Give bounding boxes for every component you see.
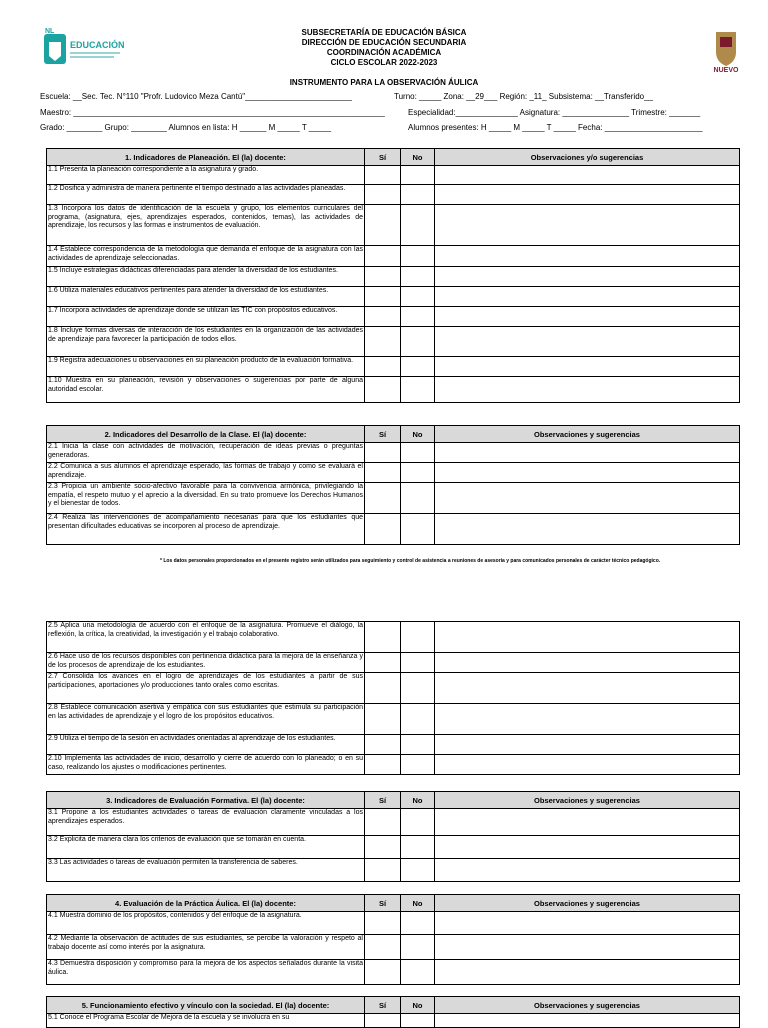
- section-2-table: [46, 425, 740, 545]
- indicator-row: [47, 267, 740, 287]
- col-observations: Observaciones y/o sugerencias: [435, 149, 740, 166]
- observations-cell[interactable]: [435, 1014, 740, 1028]
- checkbox-si-cell[interactable]: [365, 166, 401, 185]
- indicator-row: [47, 653, 740, 673]
- checkbox-si-cell[interactable]: [365, 809, 401, 836]
- col-si: Sí: [365, 895, 401, 912]
- indicator-text: 3.2 Explicita de manera clara los criterios de evaluación que se tomarán en cuenta.: [47, 836, 365, 859]
- checkbox-si-cell[interactable]: [365, 327, 401, 357]
- section-3-table: [46, 791, 740, 882]
- checkbox-si-cell[interactable]: [365, 1014, 401, 1028]
- checkbox-si-cell[interactable]: [365, 483, 401, 514]
- checkbox-si-cell[interactable]: [365, 514, 401, 545]
- indicator-text: 1.10 Muestra en su planeación, revisión y observaciones o sugerencias por parte de alguna autoridad escolar.: [47, 377, 365, 403]
- indicator-text: 5.1 Conoce el Programa Escolar de Mejora de la escuela y se involucra en su: [47, 1014, 365, 1028]
- indicator-row: [47, 673, 740, 704]
- header-line-4: CICLO ESCOLAR 2022-2023: [330, 58, 438, 67]
- checkbox-si-cell[interactable]: [365, 960, 401, 985]
- checkbox-si-cell[interactable]: [365, 622, 401, 653]
- field-present-date[interactable]: Alumnos presentes: H _____ M _____ T _____ Fecha: ______________________: [408, 123, 703, 132]
- checkbox-si-cell[interactable]: [365, 912, 401, 935]
- observations-cell[interactable]: [435, 267, 740, 287]
- col-no: No: [401, 997, 435, 1014]
- indicator-text: 1.1 Presenta la planeación correspondiente a la asignatura y grado.: [47, 166, 365, 185]
- indicator-row: [47, 912, 740, 935]
- indicator-text: 3.3 Las actividades o tareas de evaluación permiten la transferencia de saberes.: [47, 859, 365, 882]
- indicator-text: 1.7 Incorpora actividades de aprendizaje donde se utilizan las TIC con propósitos educativos.: [47, 307, 365, 327]
- logo-prefix: NL: [45, 28, 55, 35]
- indicator-row: [47, 185, 740, 205]
- section-4-table: [46, 894, 740, 985]
- section-title: 1. Indicadores de Planeación. El (la) docente:: [47, 149, 365, 166]
- indicator-text: 4.1 Muestra dominio de los propósitos, contenidos y del enfoque de la asignatura.: [47, 912, 365, 935]
- checkbox-no-cell[interactable]: [401, 246, 435, 267]
- checkbox-no-cell[interactable]: [401, 673, 435, 704]
- col-observations: Observaciones y sugerencias: [435, 997, 740, 1014]
- col-observations: Observaciones y sugerencias: [435, 792, 740, 809]
- observations-cell[interactable]: [435, 514, 740, 545]
- observations-cell[interactable]: [435, 673, 740, 704]
- indicator-row: [47, 246, 740, 267]
- observations-cell[interactable]: [435, 809, 740, 836]
- indicator-row: [47, 463, 740, 483]
- checkbox-si-cell[interactable]: [365, 443, 401, 463]
- indicator-row: [47, 859, 740, 882]
- observations-cell[interactable]: [435, 307, 740, 327]
- checkbox-no-cell[interactable]: [401, 463, 435, 483]
- observations-cell[interactable]: [435, 755, 740, 775]
- checkbox-no-cell[interactable]: [401, 935, 435, 960]
- indicator-text: 2.3 Propicia un ambiente socio-afectivo favorable para la convivencia armónica, privilegiando la empatía, el respeto mutuo y el aprecio a la diversidad. En su trato promueve los Derechos Humanos y el bienestar de todos.: [47, 483, 365, 514]
- col-no: No: [401, 895, 435, 912]
- checkbox-no-cell[interactable]: [401, 859, 435, 882]
- instrument-title: INSTRUMENTO PARA LA OBSERVACIÓN ÁULICA: [289, 78, 479, 87]
- indicator-text: 4.2 Mediante la observación de actitudes de sus estudiantes, se percibe la valoración y respeto al trabajo docente así como interés por la asignatura.: [47, 935, 365, 960]
- col-observations: Observaciones y sugerencias: [435, 426, 740, 443]
- indicator-row: [47, 755, 740, 775]
- indicator-row: [47, 514, 740, 545]
- observations-cell[interactable]: [435, 960, 740, 985]
- indicator-row: [47, 704, 740, 735]
- observations-cell[interactable]: [435, 205, 740, 246]
- checkbox-si-cell[interactable]: [365, 246, 401, 267]
- checkbox-si-cell[interactable]: [365, 836, 401, 859]
- indicator-row: [47, 1014, 740, 1028]
- checkbox-si-cell[interactable]: [365, 935, 401, 960]
- observations-cell[interactable]: [435, 912, 740, 935]
- section-title: 5. Funcionamiento efectivo y vínculo con la sociedad. El (la) docente:: [47, 997, 365, 1014]
- section-title: 2. Indicadores del Desarrollo de la Clase. El (la) docente:: [47, 426, 365, 443]
- col-si: Sí: [365, 149, 401, 166]
- indicator-row: [47, 205, 740, 246]
- indicator-text: 2.1 Inicia la clase con actividades de motivación, recuperación de ideas previas o preguntas generadoras.: [47, 443, 365, 463]
- indicator-row: [47, 287, 740, 307]
- header-line-2: DIRECCIÓN DE EDUCACIÓN SECUNDARIA: [301, 38, 467, 47]
- indicator-text: 3.1 Propone a los estudiantes actividades o tareas de evaluación claramente vinculadas a los aprendizajes esperados.: [47, 809, 365, 836]
- indicator-row: [47, 735, 740, 755]
- observations-cell[interactable]: [435, 327, 740, 357]
- indicator-row: [47, 166, 740, 185]
- field-shift-zone[interactable]: Turno: _____ Zona: __29___ Región: _11_ Subsistema: __Transferido__: [394, 92, 653, 101]
- checkbox-no-cell[interactable]: [401, 912, 435, 935]
- header-line-3: COORDINACIÓN ACADÉMICA: [326, 48, 442, 57]
- checkbox-si-cell[interactable]: [365, 653, 401, 673]
- indicator-text: 4.3 Demuestra disposición y compromiso para la mejora de los aspectos señalados durante la visita áulica.: [47, 960, 365, 985]
- observations-cell[interactable]: [435, 836, 740, 859]
- checkbox-no-cell[interactable]: [401, 735, 435, 755]
- observations-cell[interactable]: [435, 357, 740, 377]
- checkbox-no-cell[interactable]: [401, 166, 435, 185]
- logo-right-text: NUEVO: [713, 67, 739, 74]
- checkbox-no-cell[interactable]: [401, 809, 435, 836]
- observations-cell[interactable]: [435, 622, 740, 653]
- checkbox-si-cell[interactable]: [365, 185, 401, 205]
- checkbox-no-cell[interactable]: [401, 185, 435, 205]
- indicator-text: 1.3 Incorpora los datos de identificación de la escuela y grupo, los elementos curriculares del programa, (asignatura, ejes, aprendizajes esperados, contenidos, temas), las actividades de aprendizaje, los recursos y las formas e instrumentos de evaluación.: [47, 205, 365, 246]
- checkbox-no-cell[interactable]: [401, 205, 435, 246]
- checkbox-no-cell[interactable]: [401, 443, 435, 463]
- checkbox-no-cell[interactable]: [401, 287, 435, 307]
- checkbox-si-cell[interactable]: [365, 859, 401, 882]
- checkbox-no-cell[interactable]: [401, 653, 435, 673]
- section-2-continued-table: [46, 621, 740, 775]
- checkbox-no-cell[interactable]: [401, 483, 435, 514]
- checkbox-no-cell[interactable]: [401, 514, 435, 545]
- indicator-text: 1.9 Registra adecuaciones u observaciones en su planeación producto de la evaluación formativa.: [47, 357, 365, 377]
- field-specialty[interactable]: Especialidad:______________ Asignatura: _______________ Trimestre: _______: [408, 108, 701, 117]
- indicator-row: [47, 935, 740, 960]
- observations-cell[interactable]: [435, 377, 740, 403]
- checkbox-si-cell[interactable]: [365, 267, 401, 287]
- observations-cell[interactable]: [435, 443, 740, 463]
- observations-cell[interactable]: [435, 935, 740, 960]
- indicator-text: 1.4 Establece correspondencia de la metodología que demanda el enfoque de la asignatura con las actividades de aprendizaje seleccionadas.: [47, 246, 365, 267]
- checkbox-si-cell[interactable]: [365, 287, 401, 307]
- checkbox-no-cell[interactable]: [401, 622, 435, 653]
- indicator-row: [47, 327, 740, 357]
- indicator-row: [47, 443, 740, 463]
- col-no: No: [401, 792, 435, 809]
- observations-cell[interactable]: [435, 859, 740, 882]
- field-teacher[interactable]: Maestro: ______________________________________________________________________: [40, 108, 385, 117]
- field-grade-group[interactable]: Grado: ________ Grupo: ________ Alumnos en lista: H ______ M _____ T _____: [40, 123, 332, 132]
- checkbox-si-cell[interactable]: [365, 307, 401, 327]
- checkbox-si-cell[interactable]: [365, 357, 401, 377]
- checkbox-si-cell[interactable]: [365, 735, 401, 755]
- indicator-row: [47, 809, 740, 836]
- checkbox-si-cell[interactable]: [365, 377, 401, 403]
- indicator-text: 1.5 Incluye estrategias didácticas diferenciadas para atender la diversidad de los estudiantes.: [47, 267, 365, 287]
- indicator-text: 2.6 Hace uso de los recursos disponibles con pertinencia didáctica para la mejora de la enseñanza y de los procesos de aprendizaje de los estudiantes.: [47, 653, 365, 673]
- checkbox-si-cell[interactable]: [365, 755, 401, 775]
- indicator-text: 2.10 Implementa las actividades de inicio, desarrollo y cierre de acuerdo con lo planeado; o en su caso, realizando los ajustes o modificaciones pertinentes.: [47, 755, 365, 775]
- col-si: Sí: [365, 792, 401, 809]
- indicator-row: [47, 960, 740, 985]
- indicator-text: 2.7 Consolida los avances en el logro de aprendizajes de los estudiantes a partir de sus participaciones, aportaciones y/o producciones tanto orales como escritas.: [47, 673, 365, 704]
- col-no: No: [401, 426, 435, 443]
- indicator-row: [47, 307, 740, 327]
- checkbox-no-cell[interactable]: [401, 267, 435, 287]
- section-1-table: [46, 148, 740, 403]
- indicator-row: [47, 622, 740, 653]
- indicator-row: [47, 483, 740, 514]
- observations-cell[interactable]: [435, 483, 740, 514]
- indicator-text: 2.5 Aplica una metodología de acuerdo con el enfoque de la asignatura. Promueve el diálogo, la reflexión, la crítica, la creatividad, la investigación y el trabajo colaborativo.: [47, 622, 365, 653]
- section-title: 4. Evaluación de la Práctica Áulica. El (la) docente:: [47, 895, 365, 912]
- observations-cell[interactable]: [435, 246, 740, 267]
- checkbox-no-cell[interactable]: [401, 755, 435, 775]
- logo-text: EDUCACIÓN: [70, 40, 125, 50]
- col-si: Sí: [365, 426, 401, 443]
- indicator-text: 2.8 Establece comunicación asertiva y empática con sus estudiantes que estimula su participación en las actividades de aprendizaje y el logro de los propósitos educativos.: [47, 704, 365, 735]
- indicator-text: 2.2 Comunica a sus alumnos el aprendizaje esperado, las formas de trabajo y como se evaluará el aprendizaje.: [47, 463, 365, 483]
- checkbox-no-cell[interactable]: [401, 327, 435, 357]
- col-si: Sí: [365, 997, 401, 1014]
- checkbox-no-cell[interactable]: [401, 357, 435, 377]
- indicator-row: [47, 357, 740, 377]
- checkbox-si-cell[interactable]: [365, 673, 401, 704]
- checkbox-no-cell[interactable]: [401, 1014, 435, 1028]
- observations-cell[interactable]: [435, 653, 740, 673]
- indicator-row: [47, 377, 740, 403]
- checkbox-no-cell[interactable]: [401, 307, 435, 327]
- observations-cell[interactable]: [435, 704, 740, 735]
- indicator-text: 2.9 Utiliza el tiempo de la sesión en actividades orientadas al aprendizaje de los estudiantes.: [47, 735, 365, 755]
- observations-cell[interactable]: [435, 287, 740, 307]
- section-5-table: [46, 996, 740, 1028]
- indicator-row: [47, 836, 740, 859]
- observations-cell[interactable]: [435, 735, 740, 755]
- checkbox-no-cell[interactable]: [401, 836, 435, 859]
- indicator-text: 1.8 Incluye formas diversas de interacción de los estudiantes en la organización de las actividades de aprendizaje para favorecer la participación de todos ellos.: [47, 327, 365, 357]
- col-no: No: [401, 149, 435, 166]
- section-title: 3. Indicadores de Evaluación Formativa. El (la) docente:: [47, 792, 365, 809]
- indicator-text: 1.2 Dosifica y administra de manera pertinente el tiempo destinado a las actividades planeadas.: [47, 185, 365, 205]
- indicator-text: 2.4 Realiza las intervenciones de acompañamiento necesarias para que los estudiantes que presentan dificultades educativas se incorporen al proceso de aprendizaje.: [47, 514, 365, 545]
- field-school[interactable]: Escuela: __Sec. Tec. N°110 "Profr. Ludovico Meza Cantú"________________________: [40, 92, 352, 101]
- header-line-1: SUBSECRETARÍA DE EDUCACIÓN BÁSICA: [301, 28, 467, 37]
- checkbox-si-cell[interactable]: [365, 704, 401, 735]
- checkbox-si-cell[interactable]: [365, 205, 401, 246]
- privacy-note: * Los datos personales proporcionados en el presente registro serán utilizados para seguimiento y control de asistencia a reuniones de asesoría y para comunicados personales de carácter técnico pedagógico.: [160, 558, 661, 564]
- observations-cell[interactable]: [435, 166, 740, 185]
- checkbox-si-cell[interactable]: [365, 463, 401, 483]
- col-observations: Observaciones y sugerencias: [435, 895, 740, 912]
- indicator-text: 1.6 Utiliza materiales educativos pertinentes para atender la diversidad de los estudiantes.: [47, 287, 365, 307]
- checkbox-no-cell[interactable]: [401, 960, 435, 985]
- observations-cell[interactable]: [435, 185, 740, 205]
- observations-cell[interactable]: [435, 463, 740, 483]
- checkbox-no-cell[interactable]: [401, 704, 435, 735]
- checkbox-no-cell[interactable]: [401, 377, 435, 403]
